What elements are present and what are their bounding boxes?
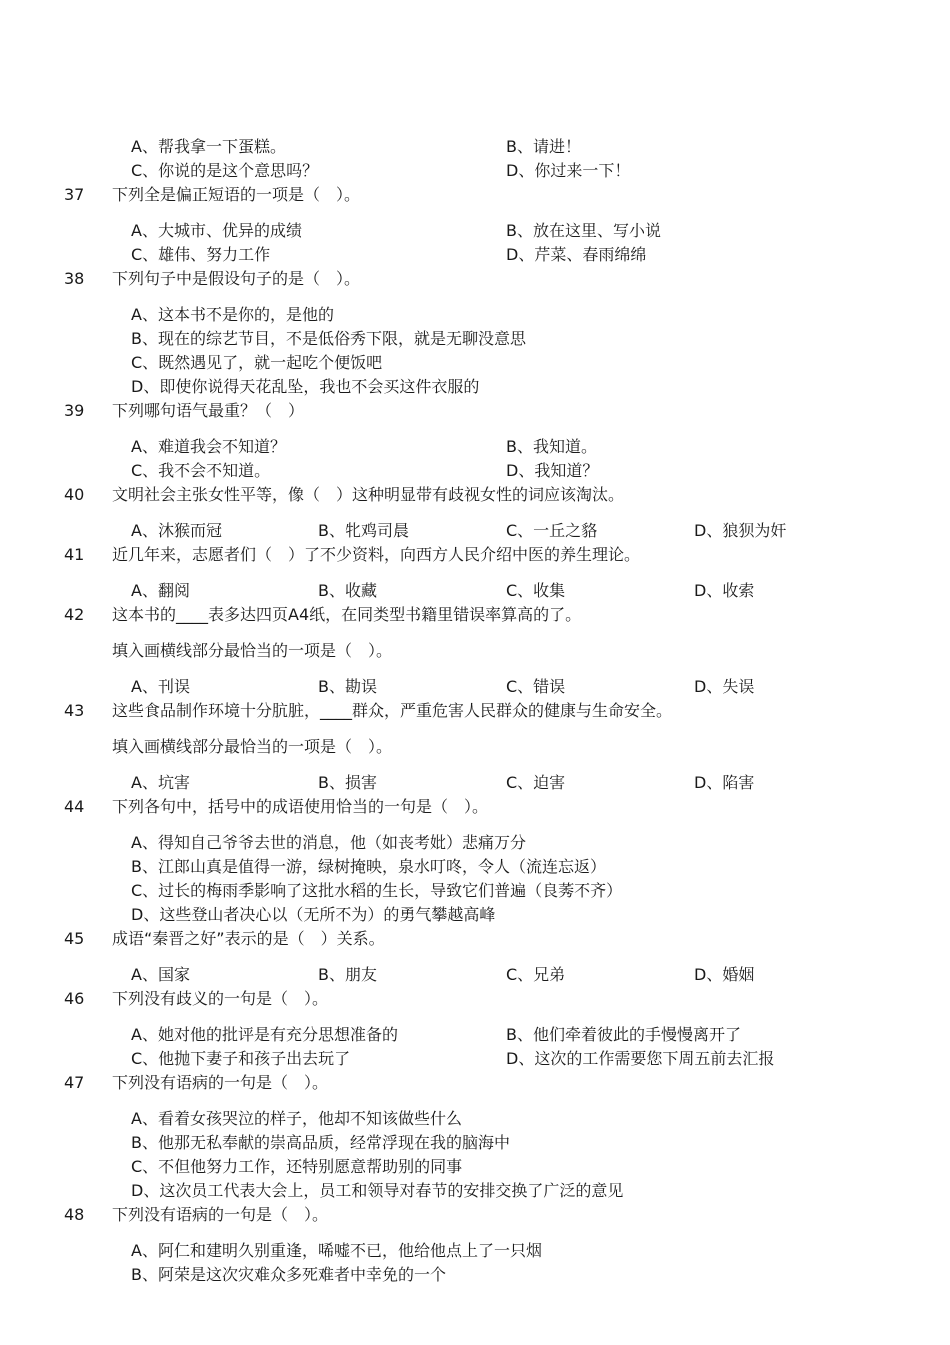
option-b: B、他那无私奉献的崇高品质，经常浮现在我的脑海中 (131, 1133, 510, 1152)
question-number: 41 (64, 545, 85, 564)
option-a: A、得知自己爷爷去世的消息，他（如丧考妣）悲痛万分 (131, 833, 526, 852)
option-b: B、牝鸡司晨 (318, 521, 409, 540)
option-b: B、我知道。 (506, 437, 597, 456)
orphan-option-d: D、你过来一下！ (506, 161, 631, 180)
option-c: C、错误 (506, 677, 566, 696)
question-stem: 成语“秦晋之好”表示的是（ ）关系。 (112, 929, 385, 948)
option-b: B、朋友 (318, 965, 377, 984)
option-b: B、现在的综艺节目，不是低俗秀下限，就是无聊没意思 (131, 329, 526, 348)
question-number: 43 (64, 701, 85, 720)
question-number: 37 (64, 185, 85, 204)
question-number: 39 (64, 401, 85, 420)
option-a: A、沐猴而冠 (131, 521, 222, 540)
option-b: B、勘误 (318, 677, 377, 696)
option-a: A、大城市、优异的成绩 (131, 221, 302, 240)
option-a: A、阿仁和建明久别重逢，唏嘘不已，他给他点上了一只烟 (131, 1241, 542, 1260)
question-stem: 下列句子中是假设句子的是（ ）。 (112, 269, 361, 288)
option-b: B、放在这里、写小说 (506, 221, 661, 240)
option-c: C、雄伟、努力工作 (131, 245, 271, 264)
question-stem: 下列各句中，括号中的成语使用恰当的一句是（ ）。 (112, 797, 489, 816)
option-d: D、收索 (694, 581, 755, 600)
question-stem: 下列没有语病的一句是（ ）。 (112, 1073, 329, 1092)
question-number: 45 (64, 929, 85, 948)
question-number: 38 (64, 269, 85, 288)
option-d: D、芹菜、春雨绵绵 (506, 245, 647, 264)
option-c: C、我不会不知道。 (131, 461, 271, 480)
option-c: C、既然遇见了，就一起吃个便饭吧 (131, 353, 383, 372)
question-number: 48 (64, 1205, 85, 1224)
option-c: C、不但他努力工作，还特别愿意帮助别的同事 (131, 1157, 463, 1176)
option-c: C、兄弟 (506, 965, 566, 984)
question-stem: 这些食品制作环境十分肮脏，____群众，严重危害人民群众的健康与生命安全。 (112, 701, 673, 720)
option-a: A、翻阅 (131, 581, 190, 600)
option-d: D、狼狈为奸 (694, 521, 787, 540)
question-number: 47 (64, 1073, 85, 1092)
option-a: A、国家 (131, 965, 190, 984)
question-stem: 下列全是偏正短语的一项是（ ）。 (112, 185, 361, 204)
option-c: C、他抛下妻子和孩子出去玩了 (131, 1049, 351, 1068)
question-stem: 下列没有歧义的一句是（ ）。 (112, 989, 329, 1008)
option-a: A、这本书不是你的，是他的 (131, 305, 334, 324)
option-b: B、阿荣是这次灾难众多死难者中幸免的一个 (131, 1265, 446, 1284)
option-c: C、一丘之貉 (506, 521, 598, 540)
option-d: D、这次的工作需要您下周五前去汇报 (506, 1049, 775, 1068)
option-a: A、坑害 (131, 773, 190, 792)
option-a: A、刊误 (131, 677, 190, 696)
question-substem: 填入画横线部分最恰当的一项是（ ）。 (112, 737, 393, 756)
option-a: A、看着女孩哭泣的样子，他却不知该做些什么 (131, 1109, 462, 1128)
orphan-option-b: B、请进！ (506, 137, 581, 156)
option-b: B、他们牵着彼此的手慢慢离开了 (506, 1025, 741, 1044)
option-d: D、失误 (694, 677, 755, 696)
option-c: C、过长的梅雨季影响了这批水稻的生长，导致它们普遍（良莠不齐） (131, 881, 623, 900)
question-substem: 填入画横线部分最恰当的一项是（ ）。 (112, 641, 393, 660)
orphan-option-c: C、你说的是这个意思吗？ (131, 161, 319, 180)
question-stem: 近几年来，志愿者们（ ）了不少资料，向西方人民介绍中医的养生理论。 (112, 545, 641, 564)
question-stem: 下列哪句语气最重？（ ） (112, 401, 305, 420)
question-stem: 下列没有语病的一句是（ ）。 (112, 1205, 329, 1224)
question-number: 46 (64, 989, 85, 1008)
option-d: D、这次员工代表大会上，员工和领导对春节的安排交换了广泛的意见 (131, 1181, 624, 1200)
option-b: B、损害 (318, 773, 377, 792)
question-stem: 这本书的____表多达四页A4纸，在同类型书籍里错误率算高的了。 (112, 605, 582, 624)
question-number: 42 (64, 605, 85, 624)
option-d: D、婚姻 (694, 965, 755, 984)
orphan-option-a: A、帮我拿一下蛋糕。 (131, 137, 286, 156)
question-number: 44 (64, 797, 85, 816)
option-d: D、这些登山者决心以（无所不为）的勇气攀越高峰 (131, 905, 496, 924)
question-number: 40 (64, 485, 85, 504)
option-b: B、江郎山真是值得一游，绿树掩映，泉水叮咚，令人（流连忘返） (131, 857, 606, 876)
option-a: A、难道我会不知道？ (131, 437, 286, 456)
option-d: D、我知道？ (506, 461, 599, 480)
option-a: A、她对他的批评是有充分思想准备的 (131, 1025, 398, 1044)
option-b: B、收藏 (318, 581, 377, 600)
question-stem: 文明社会主张女性平等，像（ ）这种明显带有歧视女性的词应该淘汰。 (112, 485, 625, 504)
option-c: C、收集 (506, 581, 566, 600)
option-d: D、即使你说得天花乱坠，我也不会买这件衣服的 (131, 377, 480, 396)
option-c: C、迫害 (506, 773, 566, 792)
option-d: D、陷害 (694, 773, 755, 792)
